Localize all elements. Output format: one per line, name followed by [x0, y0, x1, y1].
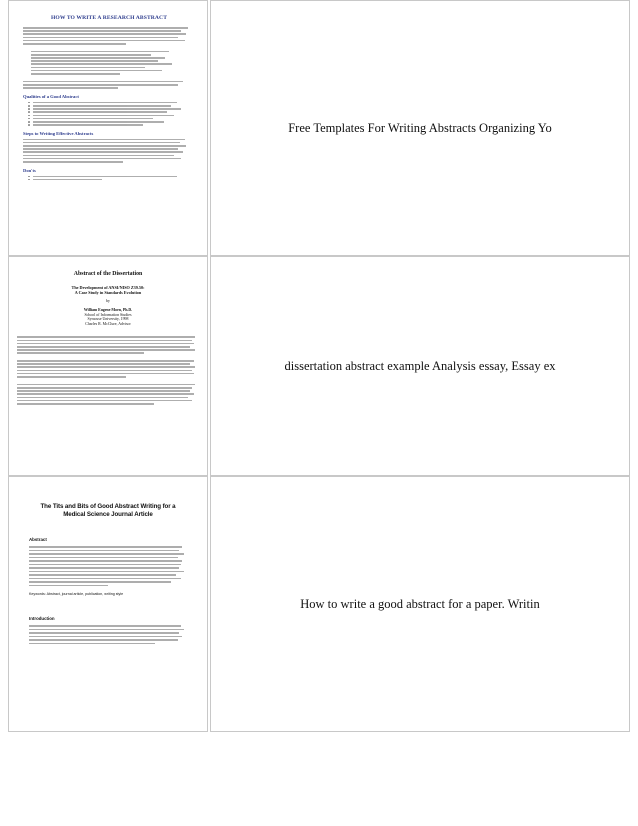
doc-heading: Don'ts: [23, 167, 36, 173]
thumbnail-research-abstract[interactable]: [8, 0, 208, 256]
doc-title: HOW TO WRITE A RESEARCH ABSTRACT: [50, 15, 168, 21]
doc-title: [29, 503, 187, 519]
result-caption[interactable]: [210, 0, 630, 256]
doc-body-lines-2: [29, 625, 187, 644]
doc-title: Abstract of the Dissertation: [73, 271, 143, 277]
doc-heading: Abstract: [29, 537, 47, 542]
doc-affiliation: Syracuse University, 1998: [87, 317, 129, 322]
doc-title-line-2: Medical Science Journal Article: [63, 511, 153, 518]
result-caption[interactable]: [210, 256, 630, 476]
doc-subtitle: The Development of ANSI/NISO Z39.50:: [71, 285, 145, 290]
doc-body-lines: [17, 336, 199, 404]
doc-bullet-lines: [23, 102, 195, 126]
doc-body-lines-2: [23, 139, 195, 163]
doc-title-line-1: The Tits and Bits of Good Abstract Writing for a: [40, 503, 176, 510]
doc-author: William Eugene Moen, Ph.D.: [83, 308, 133, 312]
result-caption[interactable]: [210, 476, 630, 732]
caption-text[interactable]: Free Templates For Writing Abstracts Organizing Yo: [288, 120, 552, 135]
thumbnail-medical-abstract[interactable]: [8, 476, 208, 732]
doc-subtitle: A Case Study in Standards Evolution: [74, 290, 142, 296]
doc-heading: Introduction: [29, 616, 55, 621]
doc-affiliation: Charles R. McClure, Advisor: [85, 321, 131, 326]
caption-text[interactable]: dissertation abstract example Analysis essay, Essay ex: [284, 358, 556, 373]
doc-by: by: [106, 299, 110, 304]
doc-keywords: Keywords: Abstract, journal article, publication, writing style: [29, 592, 124, 596]
doc-affiliation: School of Information Studies: [84, 312, 132, 317]
doc-heading: Steps to Writing Effective Abstracts: [23, 130, 94, 136]
doc-body-lines: [23, 27, 195, 89]
doc-body-lines: [29, 546, 187, 586]
thumbnail-dissertation-abstract[interactable]: [8, 256, 208, 476]
doc-bullet-lines-2: [23, 176, 195, 181]
doc-heading: Qualities of a Good Abstract: [23, 93, 79, 99]
caption-text[interactable]: How to write a good abstract for a paper. Writin: [300, 596, 540, 611]
